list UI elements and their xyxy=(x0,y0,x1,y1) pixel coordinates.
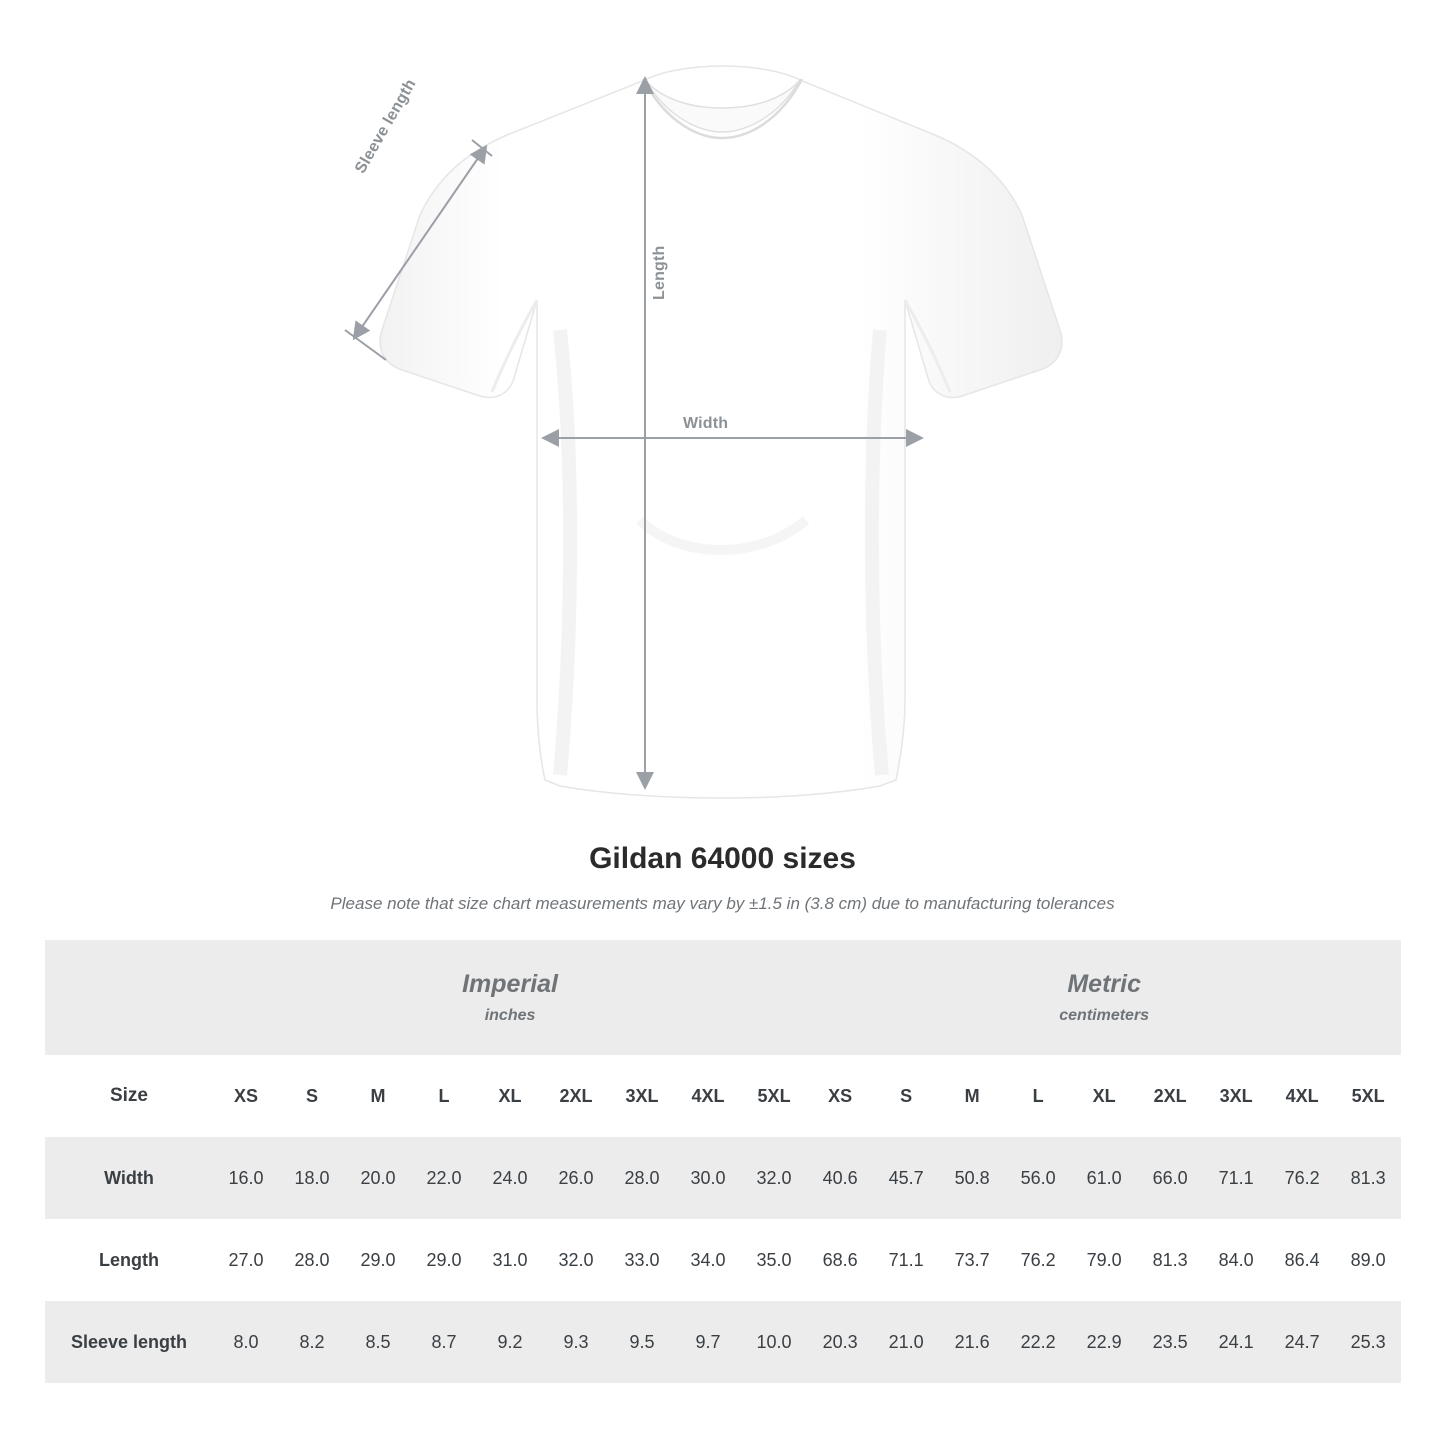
cell-value: 9.5 xyxy=(609,1301,675,1383)
cell-value: 31.0 xyxy=(477,1219,543,1301)
cell-value: 8.5 xyxy=(345,1301,411,1383)
label-length: Length xyxy=(651,245,668,300)
size-header-imperial: M xyxy=(345,1055,411,1137)
size-header-metric: L xyxy=(1005,1055,1071,1137)
cell-value: 50.8 xyxy=(939,1137,1005,1219)
table-row xyxy=(45,1301,1401,1383)
cell-value: 23.5 xyxy=(1137,1301,1203,1383)
row-label: Sleeve length xyxy=(45,1301,213,1383)
size-header-metric: XS xyxy=(807,1055,873,1137)
cell-value: 29.0 xyxy=(345,1219,411,1301)
size-header-imperial: 4XL xyxy=(675,1055,741,1137)
size-table-wrapper xyxy=(45,940,1400,1383)
cell-value: 24.1 xyxy=(1203,1301,1269,1383)
cell-value: 66.0 xyxy=(1137,1137,1203,1219)
page-title: Gildan 64000 sizes xyxy=(589,842,856,875)
cell-value: 29.0 xyxy=(411,1219,477,1301)
cell-value: 20.0 xyxy=(345,1137,411,1219)
size-header-imperial: 3XL xyxy=(609,1055,675,1137)
size-header-metric: S xyxy=(873,1055,939,1137)
cell-value: 89.0 xyxy=(1335,1219,1401,1301)
cell-value: 61.0 xyxy=(1071,1137,1137,1219)
cell-value: 32.0 xyxy=(543,1219,609,1301)
row-label: Length xyxy=(45,1219,213,1301)
row-label: Width xyxy=(45,1137,213,1219)
cell-value: 33.0 xyxy=(609,1219,675,1301)
size-header-metric: 2XL xyxy=(1137,1055,1203,1137)
cell-value: 22.0 xyxy=(411,1137,477,1219)
cell-value: 45.7 xyxy=(873,1137,939,1219)
unit-metric xyxy=(807,940,1401,1055)
cell-value: 56.0 xyxy=(1005,1137,1071,1219)
unit-metric-sub: centimeters xyxy=(1059,1007,1150,1024)
cell-value: 84.0 xyxy=(1203,1219,1269,1301)
unit-imperial-name: Imperial xyxy=(462,970,558,998)
cell-value: 26.0 xyxy=(543,1137,609,1219)
size-header-metric: XL xyxy=(1071,1055,1137,1137)
label-sleeve-length: Sleeve length xyxy=(352,76,420,177)
cell-value: 28.0 xyxy=(609,1137,675,1219)
size-header-imperial: 5XL xyxy=(741,1055,807,1137)
size-header-imperial: XS xyxy=(213,1055,279,1137)
cell-value: 76.2 xyxy=(1005,1219,1071,1301)
table-row xyxy=(45,1219,1401,1301)
size-header-metric: 3XL xyxy=(1203,1055,1269,1137)
cell-value: 68.6 xyxy=(807,1219,873,1301)
cell-value: 81.3 xyxy=(1335,1137,1401,1219)
cell-value: 79.0 xyxy=(1071,1219,1137,1301)
size-header-imperial: 2XL xyxy=(543,1055,609,1137)
unit-metric-name: Metric xyxy=(1067,970,1141,998)
cell-value: 9.2 xyxy=(477,1301,543,1383)
cell-value: 18.0 xyxy=(279,1137,345,1219)
cell-value: 16.0 xyxy=(213,1137,279,1219)
cell-value: 76.2 xyxy=(1269,1137,1335,1219)
size-header-metric: 5XL xyxy=(1335,1055,1401,1137)
cell-value: 22.9 xyxy=(1071,1301,1137,1383)
cell-value: 73.7 xyxy=(939,1219,1005,1301)
cell-value: 32.0 xyxy=(741,1137,807,1219)
cell-value: 27.0 xyxy=(213,1219,279,1301)
table-row xyxy=(45,1137,1401,1219)
size-header-imperial: XL xyxy=(477,1055,543,1137)
cell-value: 30.0 xyxy=(675,1137,741,1219)
unit-header-row xyxy=(45,940,1401,1055)
size-header-metric: M xyxy=(939,1055,1005,1137)
size-header-imperial: L xyxy=(411,1055,477,1137)
cell-value: 71.1 xyxy=(873,1219,939,1301)
cell-value: 28.0 xyxy=(279,1219,345,1301)
label-width: Width xyxy=(683,415,729,432)
size-header-metric: 4XL xyxy=(1269,1055,1335,1137)
unit-imperial-sub: inches xyxy=(484,1007,536,1024)
tolerance-note: Please note that size chart measurements may vary by ±1.5 in (3.8 cm) due to manufacturing tolerances xyxy=(330,894,1115,913)
cell-value: 10.0 xyxy=(741,1301,807,1383)
cell-value: 24.0 xyxy=(477,1137,543,1219)
cell-value: 21.0 xyxy=(873,1301,939,1383)
cell-value: 25.3 xyxy=(1335,1301,1401,1383)
cell-value: 71.1 xyxy=(1203,1137,1269,1219)
unit-spacer-cell xyxy=(45,940,213,1055)
cell-value: 8.7 xyxy=(411,1301,477,1383)
chart-header xyxy=(0,842,1445,914)
cell-value: 40.6 xyxy=(807,1137,873,1219)
cell-value: 20.3 xyxy=(807,1301,873,1383)
size-table xyxy=(45,940,1401,1383)
unit-imperial xyxy=(213,940,807,1055)
column-header-size: Size xyxy=(45,1055,213,1137)
cell-value: 9.3 xyxy=(543,1301,609,1383)
size-header-row xyxy=(45,1055,1401,1137)
cell-value: 9.7 xyxy=(675,1301,741,1383)
cell-value: 34.0 xyxy=(675,1219,741,1301)
cell-value: 35.0 xyxy=(741,1219,807,1301)
cell-value: 8.0 xyxy=(213,1301,279,1383)
cell-value: 21.6 xyxy=(939,1301,1005,1383)
size-header-imperial: S xyxy=(279,1055,345,1137)
cell-value: 81.3 xyxy=(1137,1219,1203,1301)
cell-value: 22.2 xyxy=(1005,1301,1071,1383)
cell-value: 86.4 xyxy=(1269,1219,1335,1301)
cell-value: 8.2 xyxy=(279,1301,345,1383)
cell-value: 24.7 xyxy=(1269,1301,1335,1383)
